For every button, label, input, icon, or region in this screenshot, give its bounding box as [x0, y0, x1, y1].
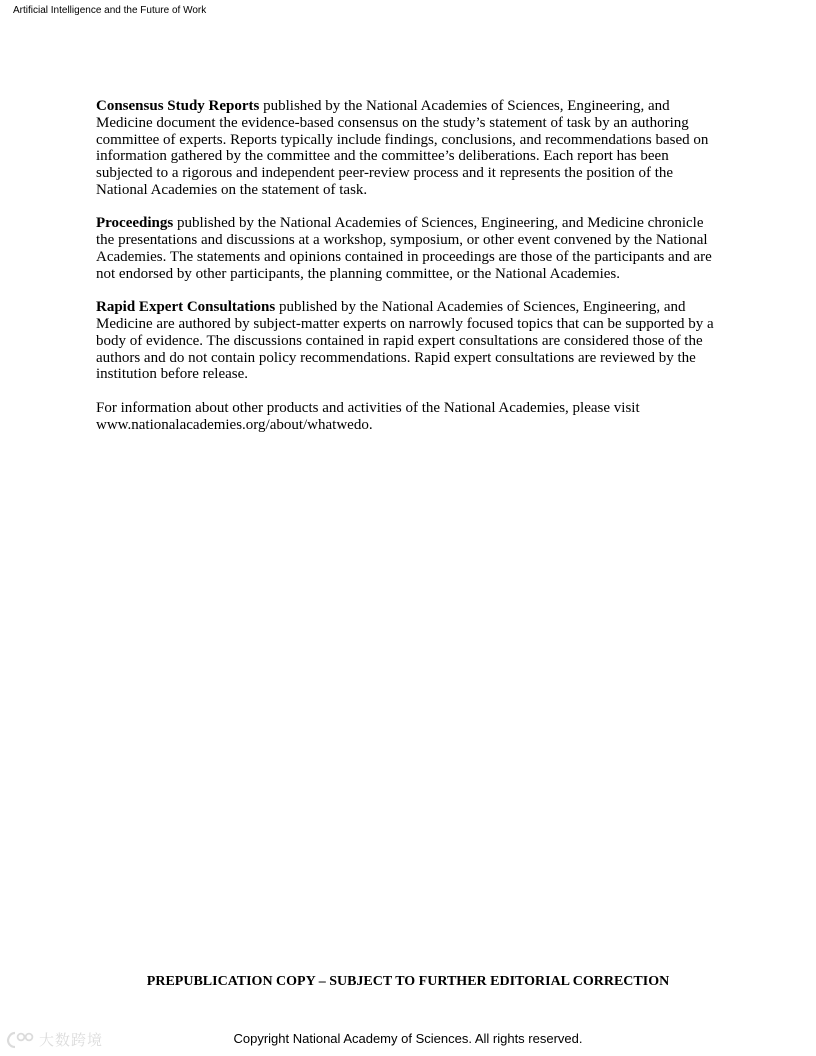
watermark — [6, 1030, 103, 1050]
paragraph-proceedings — [96, 215, 722, 282]
running-header: Artificial Intelligence and the Future of Work — [13, 5, 207, 16]
paragraph-text: published by the National Academies of Sciences, Engineering, and Medicine chronicle the presentations and discussions at a workshop, symposium, or other event convened by the National Academies. The statements and opinions contained in proceedings are those of the participants and are not endorsed by other participants, the planning committee, or the National Academies. — [96, 215, 712, 282]
document-body — [96, 98, 722, 450]
paragraph-lead: Rapid Expert Consultations — [96, 299, 276, 316]
paragraph-text: published by the National Academies of Sciences, Engineering, and Medicine are authored by subject-matter experts on narrowly focused topics that can be supported by a body of evidence. The discussions contained in rapid expert consultations are considered those of the authors and do not contain policy recommendations. Rapid expert consultations are reviewed by the institution before release. — [96, 299, 714, 383]
paragraph-text: For information about other products and activities of the National Academies, please visit www.nationalacademies.org/about/whatwedo. — [96, 399, 640, 433]
paragraph-text: published by the National Academies of Sciences, Engineering, and Medicine document the evidence-based consensus on the study’s statement of task by an authoring committee of experts. Reports typically include findings, conclusions, and recommendations based on information gathered by the committee and the committee’s deliberations. Each report has been subjected to a rigorous and independent peer-review process and it represents the position of the National Academies on the statement of task. — [96, 98, 709, 198]
watermark-text: 大数跨境 — [39, 1031, 104, 1049]
paragraph-more-information — [96, 400, 722, 434]
paragraph-lead: Proceedings — [96, 215, 174, 232]
watermark-logo-icon — [6, 1030, 36, 1050]
paragraph-consensus-study-reports — [96, 98, 722, 199]
copyright-notice: Copyright National Academy of Sciences. All rights reserved. — [233, 1031, 583, 1046]
paragraph-lead: Consensus Study Reports — [96, 98, 260, 114]
prepublication-notice: PREPUBLICATION COPY – SUBJECT TO FURTHER EDITORIAL CORRECTION — [146, 974, 670, 989]
paragraph-rapid-expert-consultations — [96, 299, 722, 383]
